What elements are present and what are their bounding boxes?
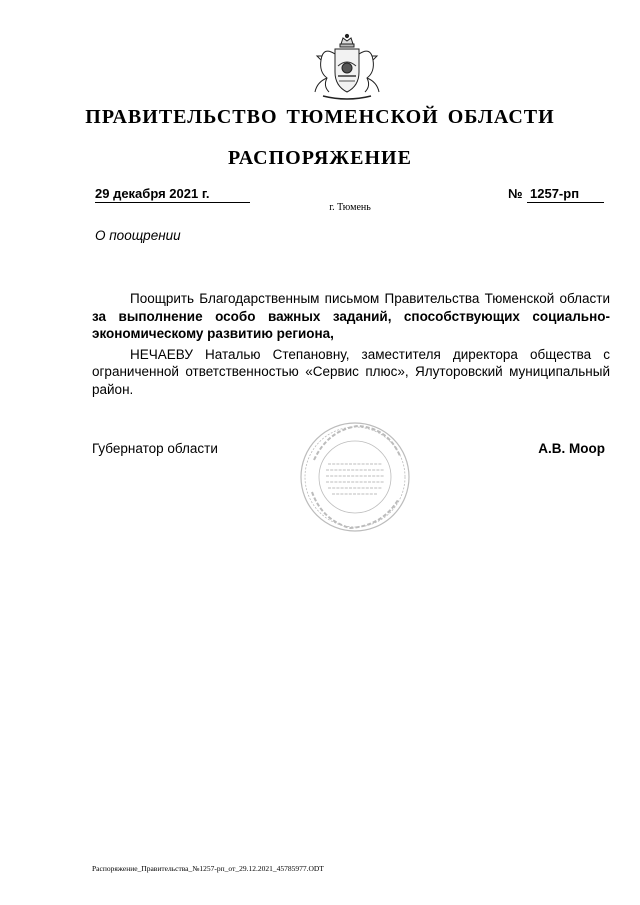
body-paragraph-1-bold: за выполнение особо важных заданий, способствующих социально-экономическому развитию региона, xyxy=(92,308,610,341)
document-number: 1257-рп xyxy=(527,186,604,203)
footer-file-name: Распоряжение_Правительства_№1257-рп_от_29.12.2021_45785977.ODT xyxy=(92,864,324,873)
document-subject: О поощрении xyxy=(95,228,181,243)
number-sign: № xyxy=(508,186,523,201)
signature-stamp-icon xyxy=(298,420,412,534)
body-paragraph-1 xyxy=(92,290,610,343)
signer-name: А.В. Моор xyxy=(538,441,605,456)
document-type-title: РАСПОРЯЖЕНИЕ xyxy=(228,147,412,169)
coat-of-arms-icon xyxy=(305,32,389,104)
organization-title: ПРАВИТЕЛЬСТВО ТЮМЕНСКОЙ ОБЛАСТИ xyxy=(85,106,555,128)
document-date: 29 декабря 2021 г. xyxy=(95,186,250,203)
body-paragraph-1-text: Поощрить Благодарственным письмом Правительства Тюменской области xyxy=(130,291,610,306)
city-label: г. Тюмень xyxy=(329,202,371,213)
document-body xyxy=(92,290,610,401)
body-paragraph-2: НЕЧАЕВУ Наталью Степановну, заместителя директора общества с ограниченной ответственностью «Сервис плюс», Ялуторовский муниципальный район. xyxy=(92,346,610,397)
signer-position: Губернатор области xyxy=(92,441,218,456)
